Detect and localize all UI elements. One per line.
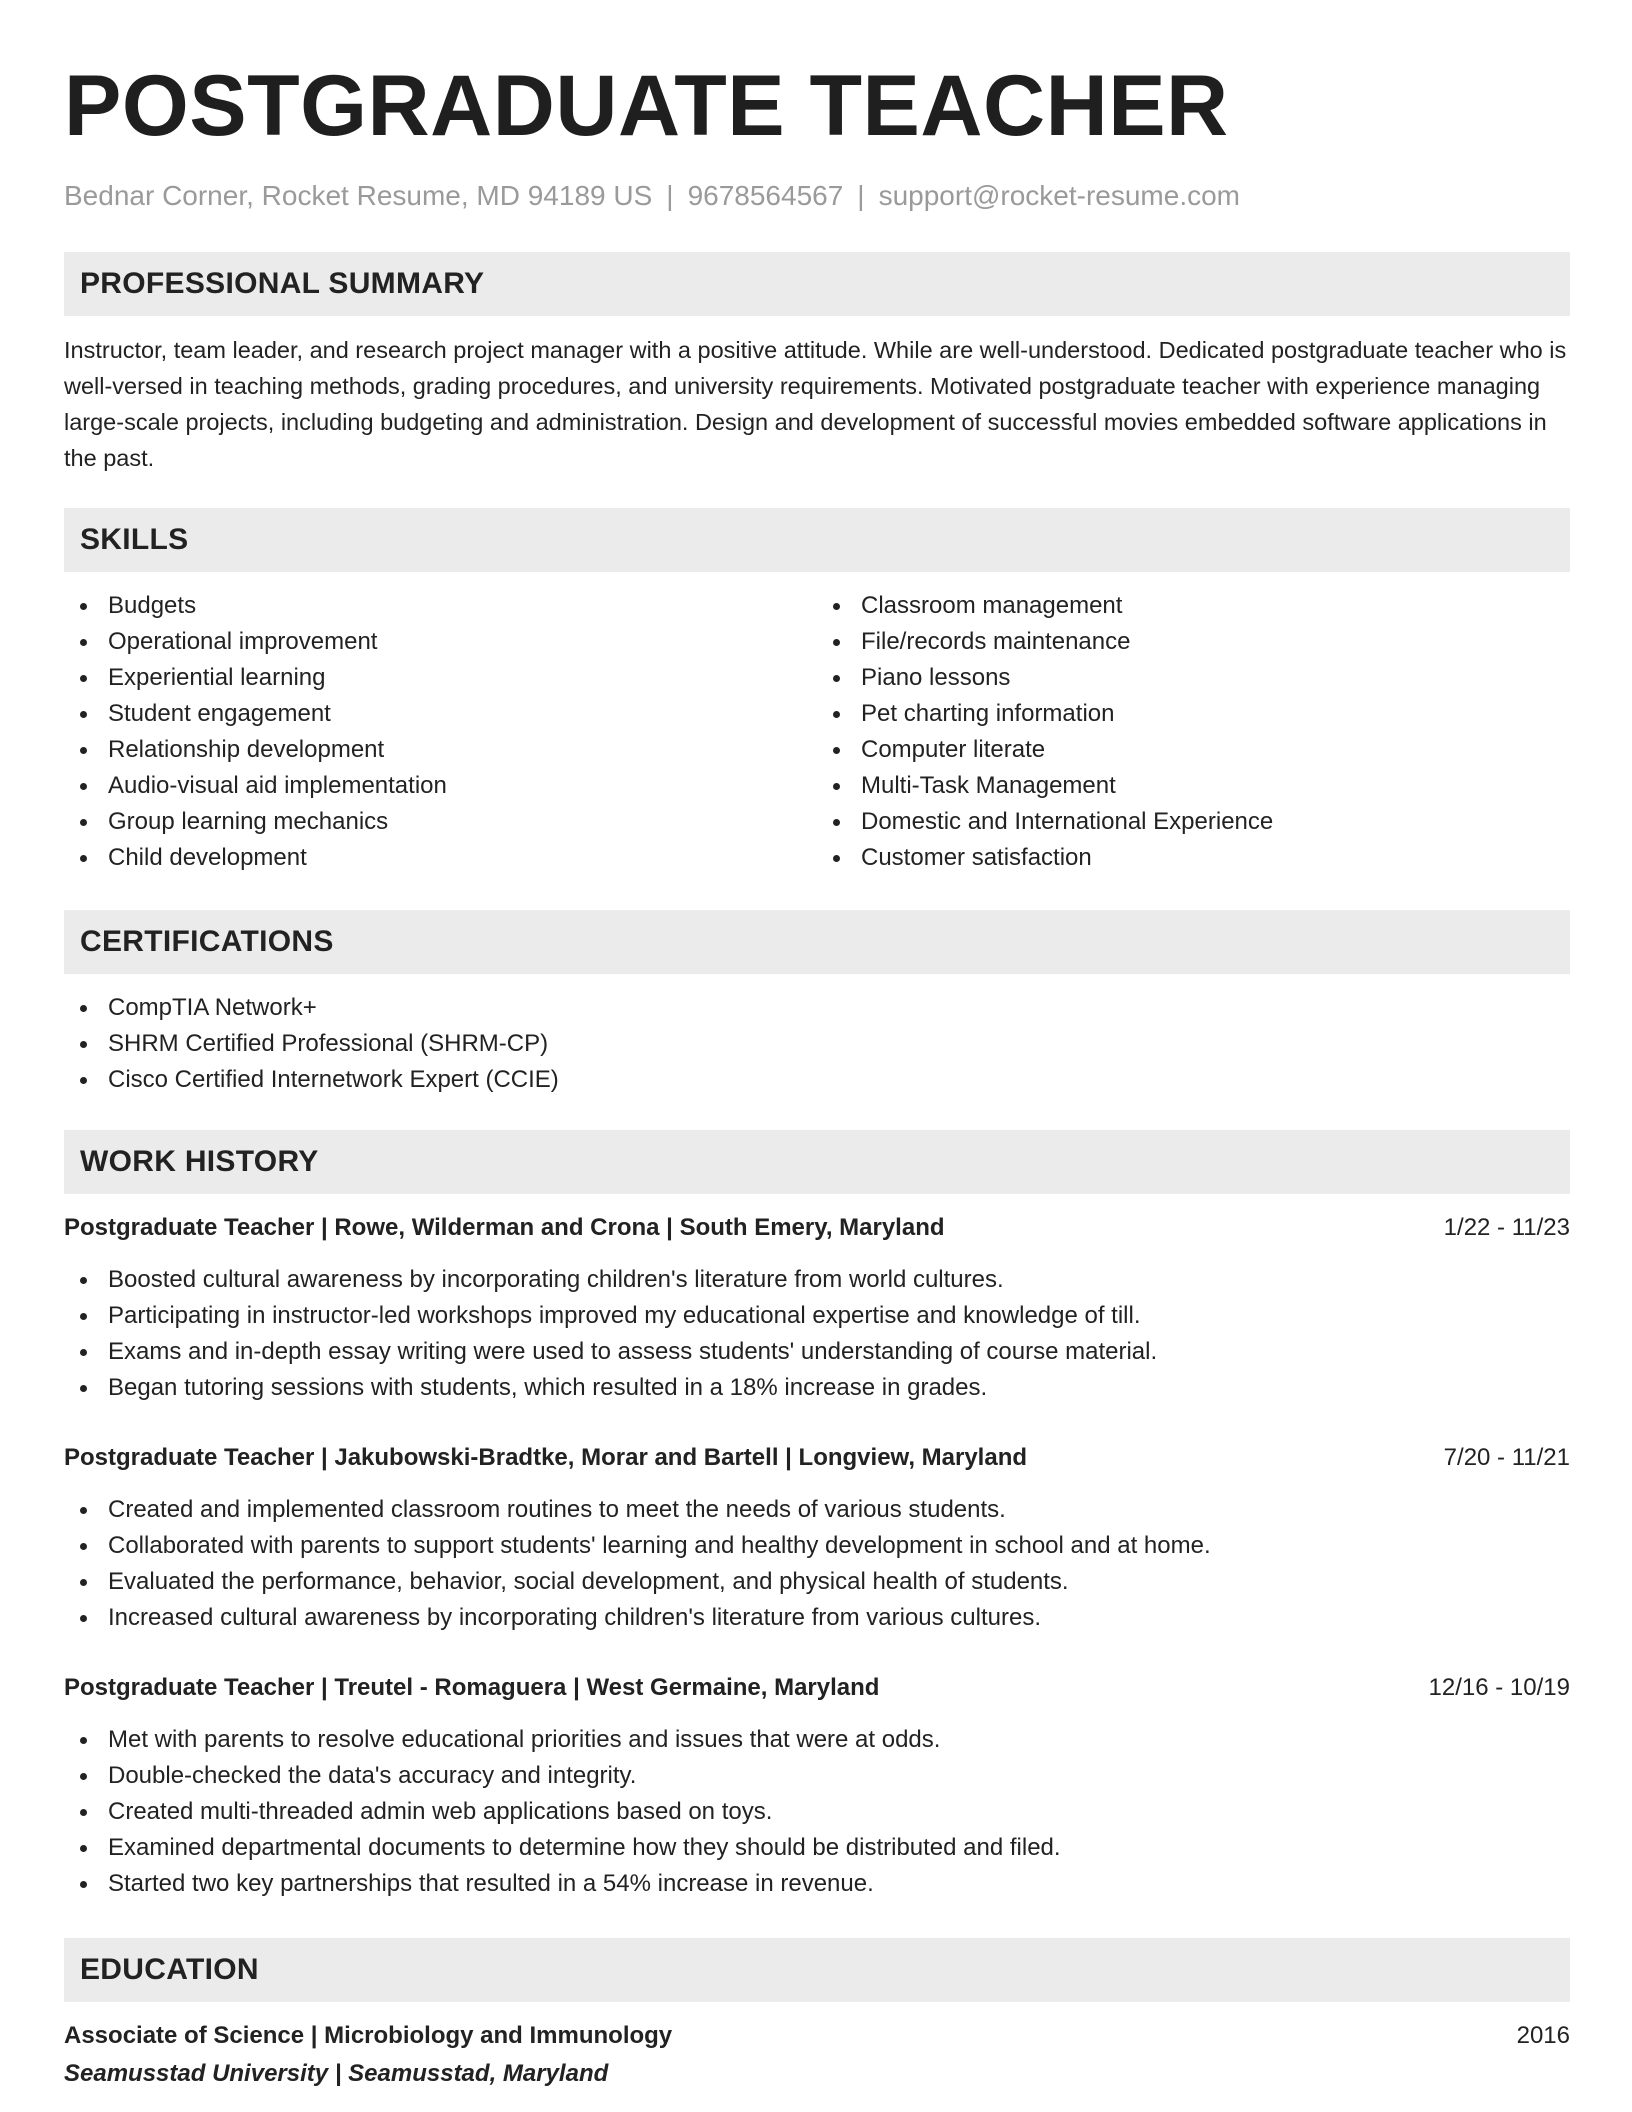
job-bullet: Started two key partnerships that resulted in a 54% increase in revenue. xyxy=(64,1866,1570,1902)
job-bullet: Began tutoring sessions with students, which resulted in a 18% increase in grades. xyxy=(64,1370,1570,1406)
skill-item: Budgets xyxy=(64,588,817,624)
job-title: Postgraduate Teacher | Rowe, Wilderman and Crona | South Emery, Maryland xyxy=(64,1214,945,1241)
skills-grid xyxy=(64,588,1570,876)
skills-left-list xyxy=(64,588,817,876)
skill-item: Experiential learning xyxy=(64,660,817,696)
job-title: Postgraduate Teacher | Jakubowski-Bradtke, Morar and Bartell | Longview, Maryland xyxy=(64,1444,1028,1471)
skill-item: Classroom management xyxy=(817,588,1570,624)
job-dates: 1/22 - 11/23 xyxy=(1443,1214,1570,1241)
skill-item: Operational improvement xyxy=(64,624,817,660)
bullet-icon xyxy=(80,1385,87,1392)
skills-right-list xyxy=(817,588,1570,876)
bullet-icon xyxy=(833,639,840,646)
skill-item: Student engagement xyxy=(64,696,817,732)
bullet-icon xyxy=(80,1277,87,1284)
education-school: Seamusstad University | Seamusstad, Maryland xyxy=(64,2060,609,2087)
bullet-icon xyxy=(80,1845,87,1852)
education-degree: Associate of Science | Microbiology and Immunology xyxy=(64,2022,673,2049)
bullet-icon xyxy=(80,1809,87,1816)
contact-address: Bednar Corner, Rocket Resume, MD 94189 US xyxy=(64,180,653,211)
bullet-icon xyxy=(80,603,87,610)
bullet-icon xyxy=(833,603,840,610)
job-header xyxy=(64,1670,1570,1706)
bullet-icon xyxy=(80,1543,87,1550)
job-bullet: Exams and in-depth essay writing were used to assess students' understanding of course material. xyxy=(64,1334,1570,1370)
skill-item: Domestic and International Experience xyxy=(817,804,1570,840)
job-bullet: Collaborated with parents to support students' learning and healthy development in school and at home. xyxy=(64,1528,1570,1564)
job-bullet: Examined departmental documents to determine how they should be distributed and filed. xyxy=(64,1830,1570,1866)
job-bullets xyxy=(64,1492,1570,1636)
section-header-skills: SKILLS xyxy=(64,508,1570,572)
skill-item: Child development xyxy=(64,840,817,876)
bullet-icon xyxy=(80,1507,87,1514)
bullet-icon xyxy=(80,1881,87,1888)
skill-item: Piano lessons xyxy=(817,660,1570,696)
bullet-icon xyxy=(80,747,87,754)
job-bullet: Boosted cultural awareness by incorporating children's literature from world cultures. xyxy=(64,1262,1570,1298)
bullet-icon xyxy=(80,711,87,718)
education-entry xyxy=(64,2018,1570,2092)
bullet-icon xyxy=(80,1041,87,1048)
job-dates: 7/20 - 11/21 xyxy=(1443,1444,1570,1471)
summary-text: Instructor, team leader, and research project manager with a positive attitude. While are well-understood. Dedicated postgraduate teacher who is well-versed in teaching methods, grading procedures, and university requirements. Motivated postgraduate teacher with experience managing large-scale projects, including budgeting and administration. Design and development of successful movies embedded software applications in the past. xyxy=(64,337,1567,471)
job-header xyxy=(64,1440,1570,1476)
bullet-icon xyxy=(80,1077,87,1084)
section-header-summary: PROFESSIONAL SUMMARY xyxy=(64,252,1570,316)
job-bullet: Created and implemented classroom routines to meet the needs of various students. xyxy=(64,1492,1570,1528)
bullet-icon xyxy=(833,675,840,682)
contact-separator: | xyxy=(857,180,865,211)
bullet-icon xyxy=(80,855,87,862)
certifications-list xyxy=(64,990,1570,1098)
skill-item: Customer satisfaction xyxy=(817,840,1570,876)
skill-item: Pet charting information xyxy=(817,696,1570,732)
bullet-icon xyxy=(80,783,87,790)
job-bullet: Evaluated the performance, behavior, social development, and physical health of students. xyxy=(64,1564,1570,1600)
job-bullets xyxy=(64,1262,1570,1406)
certification-item: SHRM Certified Professional (SHRM-CP) xyxy=(64,1026,1570,1062)
job-dates: 12/16 - 10/19 xyxy=(1428,1674,1570,1701)
job-entry xyxy=(64,1440,1570,1636)
job-entry xyxy=(64,1210,1570,1406)
contact-email: support@rocket-resume.com xyxy=(878,180,1241,211)
bullet-icon xyxy=(80,1737,87,1744)
skill-item: Audio-visual aid implementation xyxy=(64,768,817,804)
education-year: 2016 xyxy=(1516,2022,1570,2049)
bullet-icon xyxy=(833,783,840,790)
bullet-icon xyxy=(80,1349,87,1356)
section-header-education: EDUCATION xyxy=(64,1938,1570,2002)
job-bullet: Created multi-threaded admin web applications based on toys. xyxy=(64,1794,1570,1830)
job-bullet: Met with parents to resolve educational priorities and issues that were at odds. xyxy=(64,1722,1570,1758)
bullet-icon xyxy=(80,1773,87,1780)
bullet-icon xyxy=(80,675,87,682)
certification-item: CompTIA Network+ xyxy=(64,990,1570,1026)
job-bullet: Participating in instructor-led workshops improved my educational expertise and knowledge of till. xyxy=(64,1298,1570,1334)
bullet-icon xyxy=(833,819,840,826)
contact-phone: 9678564567 xyxy=(687,180,844,211)
bullet-icon xyxy=(833,711,840,718)
job-header xyxy=(64,1210,1570,1246)
education-header xyxy=(64,2018,1570,2054)
job-title: Postgraduate Teacher | Treutel - Romaguera | West Germaine, Maryland xyxy=(64,1674,880,1701)
skill-item: Relationship development xyxy=(64,732,817,768)
bullet-icon xyxy=(80,639,87,646)
certification-item: Cisco Certified Internetwork Expert (CCIE) xyxy=(64,1062,1570,1098)
bullet-icon xyxy=(80,1313,87,1320)
skill-item: Computer literate xyxy=(817,732,1570,768)
section-header-work-history: WORK HISTORY xyxy=(64,1130,1570,1194)
job-bullet: Double-checked the data's accuracy and integrity. xyxy=(64,1758,1570,1794)
section-header-certifications: CERTIFICATIONS xyxy=(64,910,1570,974)
job-bullet: Increased cultural awareness by incorporating children's literature from various cultures. xyxy=(64,1600,1570,1636)
bullet-icon xyxy=(80,1579,87,1586)
skill-item: Multi-Task Management xyxy=(817,768,1570,804)
skill-item: Group learning mechanics xyxy=(64,804,817,840)
bullet-icon xyxy=(80,819,87,826)
job-bullets xyxy=(64,1722,1570,1902)
bullet-icon xyxy=(80,1615,87,1622)
contact-line xyxy=(64,178,1570,214)
resume-name: POSTGRADUATE TEACHER xyxy=(64,58,1229,154)
bullet-icon xyxy=(80,1005,87,1012)
job-entry xyxy=(64,1670,1570,1902)
contact-separator: | xyxy=(666,180,674,211)
skill-item: File/records maintenance xyxy=(817,624,1570,660)
bullet-icon xyxy=(833,855,840,862)
bullet-icon xyxy=(833,747,840,754)
